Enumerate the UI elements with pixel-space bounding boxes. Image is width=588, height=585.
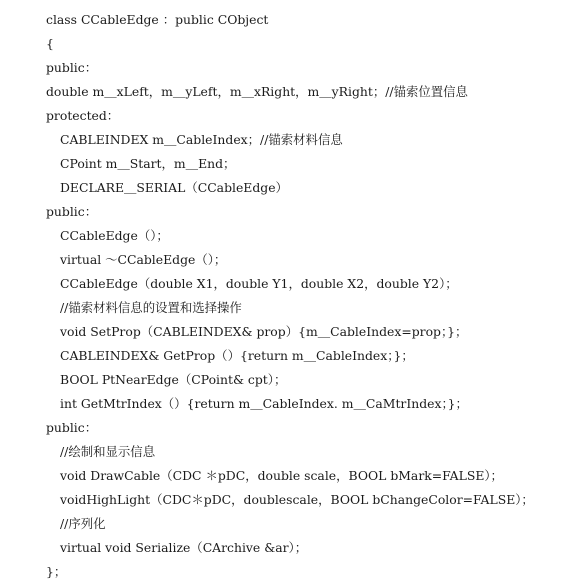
code-line-pt-near-edge: BOOL PtNearEdge（CPoint& cpt）； [60,372,287,387]
code-line-destructor: virtual ～CCableEdge（）； [60,252,227,267]
code-line-highlight: voidHighLight（CDC＊pDC，doublescale，BOOL bChangeColor=FALSE）； [60,492,534,507]
code-line-comment-draw: //绘制和显示信息 [60,444,156,459]
code-line-protected-label: protected： [46,108,120,123]
code-line-serialize: virtual void Serialize（CArchive &ar）； [60,540,308,555]
code-line-get-prop: CABLEINDEX& GetProp（）{return m＿CableIndex；}； [60,348,414,363]
code-listing [0,8,588,584]
code-line-point-fields: CPoint m＿Start，m＿End； [60,156,236,171]
code-line-public-label: public： [46,420,98,435]
code-line-comment-material-ops: //锚索材料信息的设置和选择操作 [60,300,242,315]
code-line-comment-serialize: //序列化 [60,516,106,531]
code-line-declare-serial: DECLARE＿SERIAL（CCableEdge） [60,180,288,195]
code-line-constructor: CCableEdge（）； [60,228,169,243]
code-line-set-prop: void SetProp（CABLEINDEX& prop）{m＿CableIndex=prop；}； [60,324,468,339]
code-line-draw-cable: void DrawCable（CDC ＊pDC，double scale，BOOL bMark=FALSE）； [60,468,503,483]
code-line-constructor-with-coords: CCableEdge（double X1，double Y1，double X2，double Y2）； [60,276,458,291]
code-line-public-label: public： [46,60,98,75]
code-line-get-mtr-index: int GetMtrIndex（）{return m＿CableIndex. m＿CaMtrIndex；}； [60,396,468,411]
code-line-position-fields: double m＿xLeft，m＿yLeft，m＿xRight，m＿yRight；//锚索位置信息 [46,84,468,99]
code-line-close-brace: }； [46,564,67,579]
code-line-class-declaration: class CCableEdge ：public CObject [46,12,269,27]
code-line-public-label: public： [46,204,98,219]
code-line-open-brace: { [46,36,54,51]
code-line-cable-index-field: CABLEINDEX m＿CableIndex；//锚索材料信息 [60,132,343,147]
